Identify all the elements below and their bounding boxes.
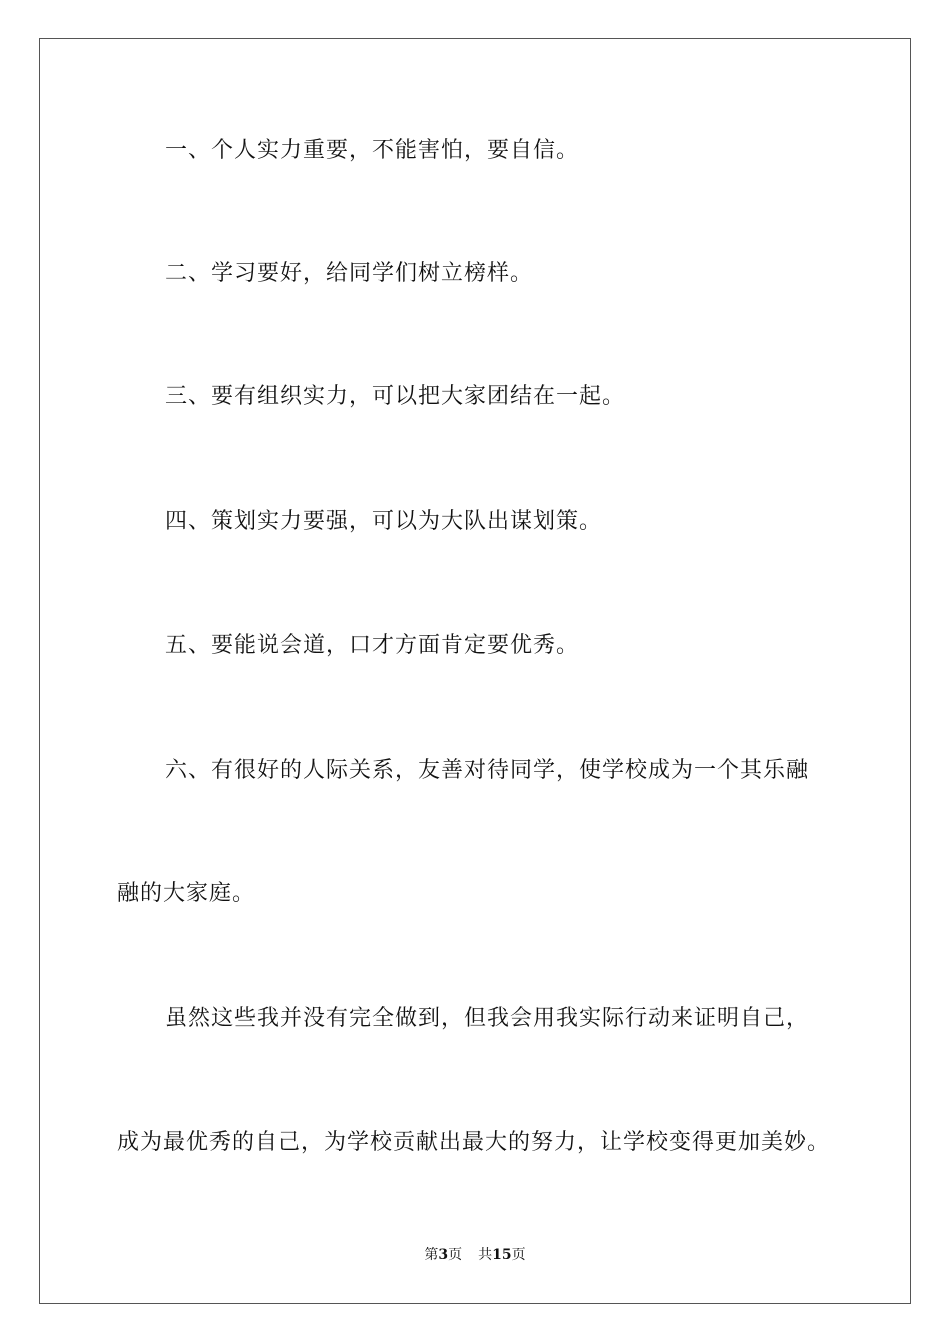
page-footer — [0, 1245, 950, 1265]
footer-page-prefix: 第 — [424, 1247, 439, 1263]
footer-total-number: 15 — [492, 1247, 512, 1263]
paragraph-4: 四、策划实力要强，可以为大队出谋划策。 — [165, 509, 603, 534]
footer-total-suffix: 页 — [511, 1247, 526, 1263]
paragraph-7-line-2: 成为最优秀的自己，为学校贡献出最大的努力，让学校变得更加美妙。 — [117, 1130, 831, 1155]
paragraph-5: 五、要能说会道，口才方面肯定要优秀。 — [165, 633, 580, 658]
footer-total-prefix: 共 — [478, 1247, 493, 1263]
page-frame — [39, 38, 911, 1304]
paragraph-2: 二、学习要好，给同学们树立榜样。 — [165, 261, 534, 286]
footer-page-number: 3 — [438, 1247, 449, 1263]
paragraph-7-line-1: 虽然这些我并没有完全做到，但我会用我实际行动来证明自己， — [165, 1006, 810, 1031]
paragraph-3: 三、要有组织实力，可以把大家团结在一起。 — [165, 384, 626, 409]
paragraph-1: 一、个人实力重要，不能害怕，要自信。 — [165, 138, 580, 163]
footer-page-suffix: 页 — [448, 1247, 463, 1263]
paragraph-6-line-1: 六、有很好的人际关系，友善对待同学，使学校成为一个其乐融 — [165, 758, 810, 783]
paragraph-6-line-2: 融的大家庭。 — [117, 881, 256, 906]
